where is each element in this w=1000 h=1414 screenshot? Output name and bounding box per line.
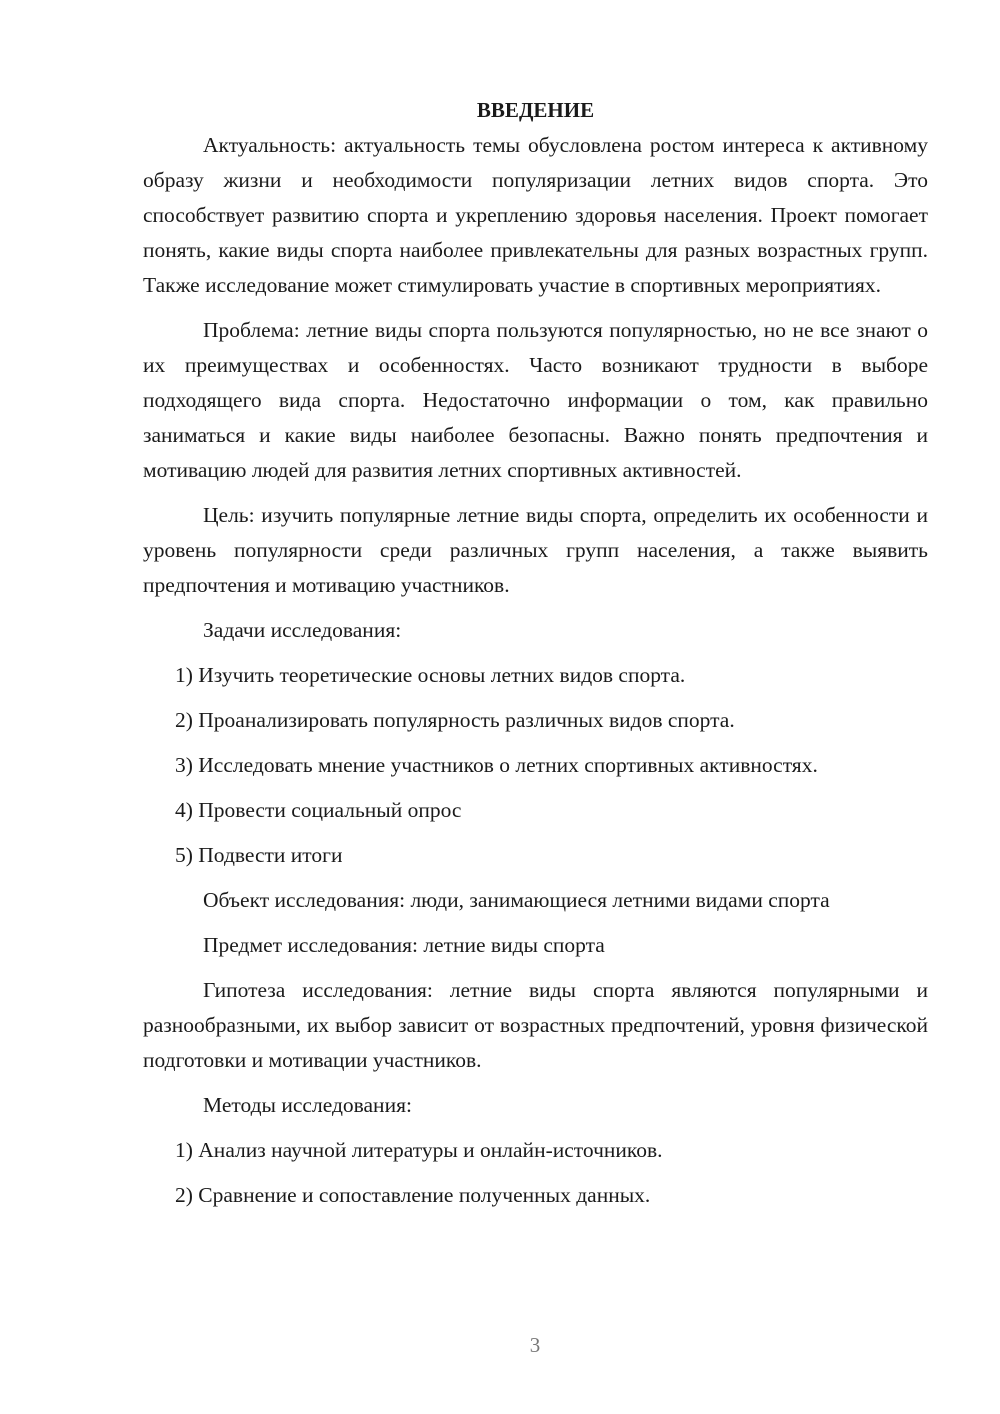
task-item: 4) Провести социальный опрос (175, 798, 462, 822)
goal-paragraph: Цель: изучить популярные летние виды спорта, определить их особенности и уровень популярности среди различных групп населения, а также выявить предпочтения и мотивацию участников. (143, 503, 928, 597)
page-number: 3 (529, 1333, 541, 1357)
subject-line: Предмет исследования: летние виды спорта (203, 933, 605, 957)
task-item: 5) Подвести итоги (175, 843, 343, 867)
relevance-paragraph: Актуальность: актуальность темы обусловлена ростом интереса к активному образу жизни и необходимости популяризации летних видов спорта. Это способствует развитию спорта и укреплению здоровья населения. Проект помогает понять, какие виды спорта наиболее привлекательны для разных возрастных групп. Также исследование может стимулировать участие в спортивных мероприятиях. (143, 133, 928, 297)
problem-paragraph: Проблема: летние виды спорта пользуются популярностью, но не все знают о их преимуществах и особенностях. Часто возникают трудности в выборе подходящего вида спорта. Недостаточно информации о том, как правильно заниматься и какие виды наиболее безопасны. Важно понять предпочтения и мотивацию людей для развития летних спортивных активностей. (143, 318, 928, 482)
method-item: 2) Сравнение и сопоставление полученных данных. (175, 1183, 651, 1207)
hypothesis-paragraph: Гипотеза исследования: летние виды спорта являются популярными и разнообразными, их выбор зависит от возрастных предпочтений, уровня физической подготовки и мотивации участников. (143, 978, 928, 1072)
document-page (143, 93, 928, 1223)
methods-heading: Методы исследования: (203, 1093, 412, 1117)
task-item: 3) Исследовать мнение участников о летних спортивных активностях. (175, 753, 818, 777)
object-line: Объект исследования: люди, занимающиеся летними видами спорта (203, 888, 830, 912)
page-title: ВВЕДЕНИЕ (476, 98, 595, 122)
task-item: 2) Проанализировать популярность различных видов спорта. (175, 708, 735, 732)
method-item: 1) Анализ научной литературы и онлайн-источников. (175, 1138, 663, 1162)
tasks-heading: Задачи исследования: (203, 618, 402, 642)
task-item: 1) Изучить теоретические основы летних видов спорта. (175, 663, 686, 687)
